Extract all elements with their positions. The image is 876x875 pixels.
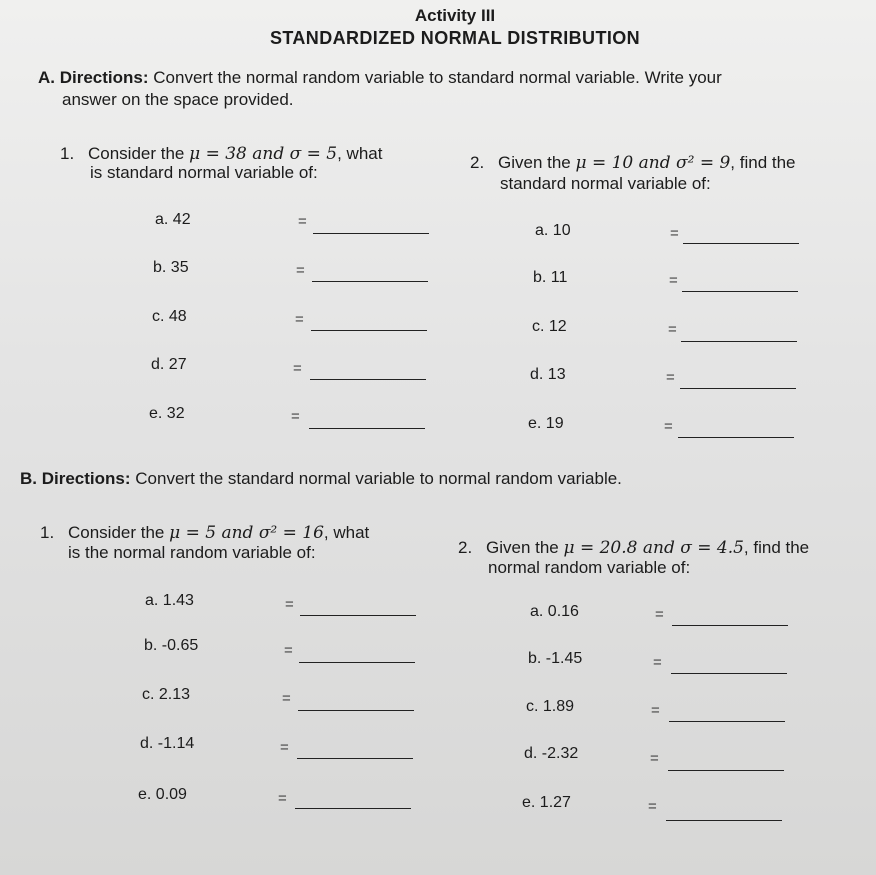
list-item [524, 745, 578, 763]
item-value: 32 [166, 405, 185, 422]
item-letter: a. [145, 592, 159, 609]
list-item [151, 356, 187, 374]
item-value: 27 [168, 356, 187, 373]
answer-blank[interactable] [298, 710, 414, 711]
part-b-directions [20, 469, 622, 489]
item-letter: a. [530, 603, 544, 620]
item-letter: e. [522, 794, 536, 811]
list-item [140, 735, 194, 753]
item-value: 0.16 [547, 603, 579, 620]
equals-sign: = [284, 642, 293, 659]
question-number: 1. [40, 523, 55, 542]
equals-sign: = [650, 750, 659, 767]
item-letter: e. [149, 405, 163, 422]
item-letter: d. [524, 745, 538, 762]
item-value: 0.09 [155, 786, 187, 803]
item-letter: e. [528, 415, 542, 432]
question-text: Given the [498, 153, 571, 172]
answer-blank[interactable] [680, 388, 796, 389]
item-value: -0.65 [161, 637, 199, 654]
item-letter: a. [535, 222, 549, 239]
part-b-question-2-line1 [458, 538, 809, 558]
question-number: 2. [470, 153, 485, 172]
item-value: 48 [168, 308, 187, 325]
item-value: 11 [550, 269, 568, 286]
equals-sign: = [670, 225, 679, 242]
equals-sign: = [664, 418, 673, 435]
question-text: Consider the [88, 144, 185, 163]
answer-blank[interactable] [666, 820, 782, 821]
item-letter: d. [140, 735, 154, 752]
part-a-directions-line1 [38, 68, 722, 88]
question-parameters: μ = 20.8 and σ = 4.5 [563, 538, 744, 558]
answer-blank[interactable] [669, 721, 785, 722]
question-text: Consider the [68, 523, 165, 542]
question-parameters: μ = 5 and σ² = 16 [169, 523, 324, 543]
part-a-directions-label: A. Directions: [38, 68, 149, 87]
item-letter: a. [155, 211, 169, 228]
list-item [138, 786, 187, 804]
list-item [528, 650, 582, 668]
answer-blank[interactable] [668, 770, 784, 771]
item-value: 42 [172, 211, 191, 228]
equals-sign: = [282, 690, 291, 707]
item-letter: e. [138, 786, 152, 803]
list-item [153, 259, 189, 277]
item-letter: c. [152, 308, 165, 325]
item-value: -1.14 [157, 735, 195, 752]
part-a-directions-text: Convert the normal random variable to standard normal variable. Write your [153, 68, 722, 87]
equals-sign: = [666, 369, 675, 386]
equals-sign: = [280, 739, 289, 756]
answer-blank[interactable] [297, 758, 413, 759]
list-item [155, 211, 191, 229]
equals-sign: = [651, 702, 660, 719]
answer-blank[interactable] [311, 330, 427, 331]
answer-blank[interactable] [682, 291, 798, 292]
question-text-end: , find the [743, 538, 810, 557]
item-value: 13 [547, 366, 566, 383]
question-text-end: , what [337, 144, 383, 163]
part-a-directions-line2: answer on the space provided. [62, 90, 294, 109]
item-value: 1.89 [542, 698, 575, 715]
part-b-question-1-line2: is the normal random variable of: [68, 543, 316, 562]
worksheet-title: STANDARDIZED NORMAL DISTRIBUTION [269, 28, 641, 48]
question-parameters: μ = 10 and σ² = 9 [575, 153, 731, 173]
list-item [535, 222, 571, 240]
part-b-question-2-line2: normal random variable of: [488, 558, 691, 577]
item-value: 19 [545, 415, 564, 432]
list-item [528, 415, 564, 433]
item-letter: d. [151, 356, 165, 373]
question-text: Given the [486, 538, 559, 557]
list-item [530, 366, 566, 384]
part-b-directions-label: B. Directions: [20, 469, 131, 488]
answer-blank[interactable] [683, 243, 799, 244]
part-b-directions-text: Convert the standard normal variable to normal random variable. [135, 469, 622, 488]
list-item [152, 308, 187, 326]
item-letter: b. [533, 269, 547, 286]
item-value: 2.13 [158, 686, 191, 703]
list-item [142, 686, 190, 704]
item-letter: d. [530, 366, 544, 383]
question-number: 1. [60, 144, 75, 163]
part-a-question-2-line2: standard normal variable of: [500, 174, 711, 193]
item-letter: c. [532, 318, 545, 335]
item-letter: c. [142, 686, 155, 703]
item-value: 12 [548, 318, 567, 335]
item-letter: b. [528, 650, 542, 667]
answer-blank[interactable] [312, 281, 428, 282]
activity-label: Activity III [414, 6, 496, 25]
item-value: 10 [552, 222, 571, 239]
question-parameters: μ = 38 and σ = 5 [189, 144, 338, 164]
part-a-question-1-line2: is standard normal variable of: [90, 163, 318, 182]
part-b-question-1-line1 [40, 523, 369, 543]
list-item [145, 592, 194, 610]
equals-sign: = [291, 408, 300, 425]
item-value: 1.27 [539, 794, 571, 811]
list-item [532, 318, 567, 336]
list-item [144, 637, 198, 655]
answer-blank[interactable] [309, 428, 425, 429]
answer-blank[interactable] [310, 379, 426, 380]
equals-sign: = [293, 360, 302, 377]
answer-blank[interactable] [295, 808, 411, 809]
equals-sign: = [668, 321, 677, 338]
equals-sign: = [296, 262, 305, 279]
answer-blank[interactable] [678, 437, 794, 438]
part-a-question-2-line1 [470, 153, 796, 173]
equals-sign: = [653, 654, 662, 671]
equals-sign: = [669, 272, 678, 289]
equals-sign: = [655, 606, 664, 623]
answer-blank[interactable] [313, 233, 429, 234]
list-item [522, 794, 571, 812]
answer-blank[interactable] [300, 615, 416, 616]
answer-blank[interactable] [672, 625, 788, 626]
question-text-end: , what [323, 523, 370, 542]
list-item [149, 405, 185, 423]
item-value: -1.45 [545, 650, 583, 667]
list-item [530, 603, 579, 621]
item-value: 1.43 [162, 592, 194, 609]
answer-blank[interactable] [671, 673, 787, 674]
question-text-end: , find the [730, 153, 796, 172]
answer-blank[interactable] [299, 662, 415, 663]
equals-sign: = [298, 213, 307, 230]
equals-sign: = [278, 790, 287, 807]
part-a-question-1-line1 [60, 144, 382, 164]
equals-sign: = [295, 311, 304, 328]
equals-sign: = [648, 798, 657, 815]
item-letter: b. [144, 637, 158, 654]
item-letter: c. [526, 698, 539, 715]
answer-blank[interactable] [681, 341, 797, 342]
question-number: 2. [458, 538, 473, 557]
item-value: -2.32 [541, 745, 579, 762]
list-item [526, 698, 574, 716]
equals-sign: = [285, 596, 294, 613]
item-value: 35 [170, 259, 189, 276]
list-item [533, 269, 567, 287]
item-letter: b. [153, 259, 167, 276]
